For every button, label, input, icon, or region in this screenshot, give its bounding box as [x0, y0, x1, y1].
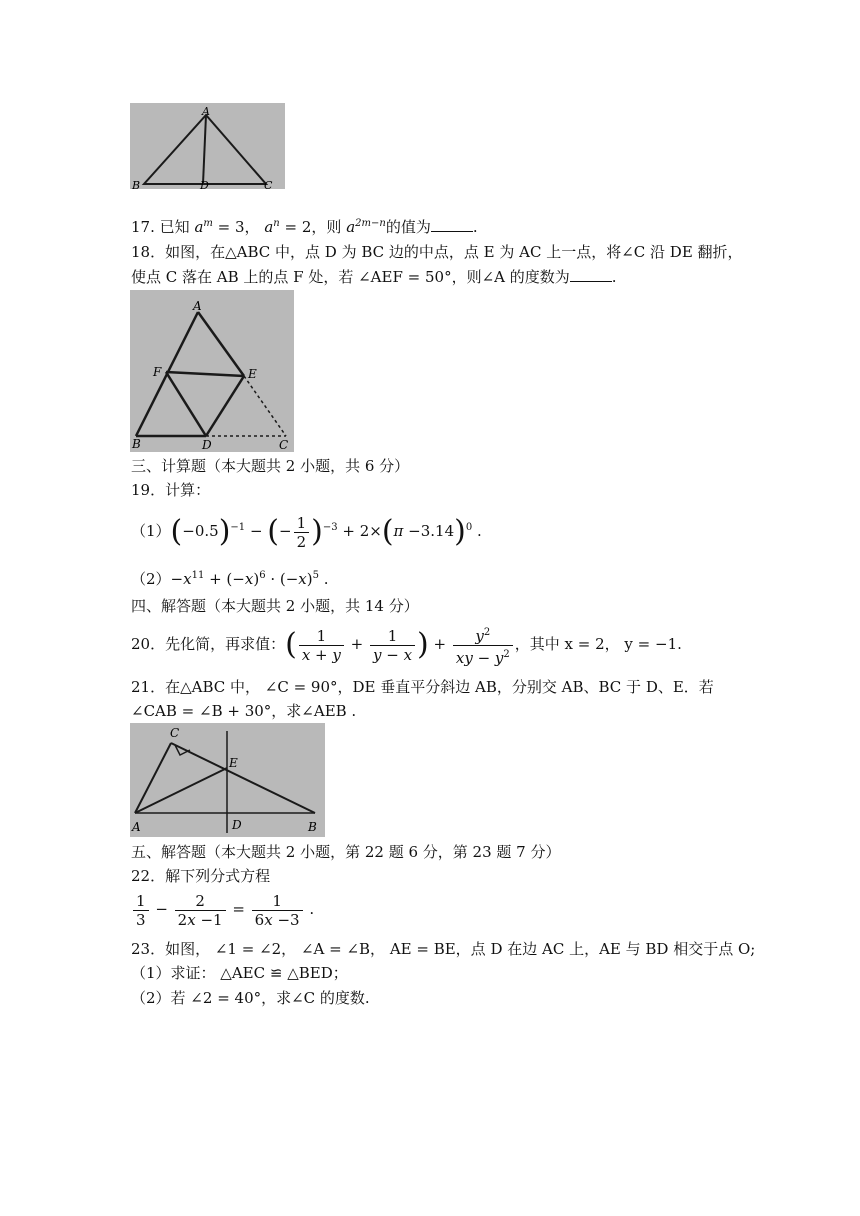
q17-end: .: [472, 218, 478, 236]
question-18-line2: [131, 267, 617, 287]
figure-3-svg: [130, 723, 325, 837]
q19-p2-label: （2）: [131, 570, 171, 588]
q20-prefix: 20．先化简，再求值：: [131, 635, 286, 653]
question-18-line1: 18．如图，在△ABC 中，点 D 为 BC 边的中点，点 E 为 AC 上一点，将∠C 沿 DE 翻折，: [131, 243, 743, 261]
q20-suffix: ，其中 x = 2， y = −1.: [514, 635, 682, 653]
figure-2-svg: [130, 290, 294, 452]
label-c: C: [279, 438, 289, 452]
label-b: B: [132, 179, 141, 189]
question-23-line1: 23．如图， ∠1 = ∠2， ∠A = ∠B， AE = BE，点 D 在边 AC 上，AE 与 BD 相交于点 O;: [131, 940, 756, 958]
q17-number: 17.: [131, 218, 155, 236]
figure-triangle-abc-altitude: [130, 103, 285, 189]
question-23-line2: （1）求证： △AEC ≌ △BED；: [131, 964, 348, 982]
label-a: A: [132, 820, 141, 834]
section-4-title: 四、解答题（本大题共 2 小题，共 14 分）: [131, 597, 419, 615]
figure-right-triangle-bisector: [130, 723, 325, 837]
question-20: 20．先化简，再求值：( $\frac{1}{x + y}$ + $\frac{1}{y - x}$ ) + $\frac{y^2}{xy - y^2}$ ，其中 x = 2， y = −1.: [131, 622, 682, 666]
figure-folded-triangle: [130, 290, 294, 452]
label-c: C: [170, 726, 180, 740]
label-a: A: [202, 105, 210, 118]
q17-then: ，则: [311, 218, 342, 236]
question-22-equation: $\frac{1}{3}$ − $\frac{2}{2x -1}$ = $\frac{1}{6x -3}$ .: [131, 888, 314, 930]
q17-value-of: 的值为: [385, 218, 431, 236]
label-f: F: [153, 365, 162, 379]
figure-1-svg: [130, 103, 285, 189]
label-a: A: [193, 299, 202, 313]
q17-answer-blank: [431, 219, 473, 232]
label-b: B: [132, 437, 141, 451]
label-c: C: [264, 179, 273, 189]
q17-comma: ，: [244, 218, 260, 236]
label-e: E: [248, 367, 257, 381]
q18-end: .: [611, 268, 617, 286]
question-22-title: 22．解下列分式方程: [131, 867, 271, 885]
label-d: D: [202, 438, 212, 452]
q19-p1-label: （1）: [131, 522, 171, 540]
section-5-title: 五、解答题（本大题共 2 小题，第 22 题 6 分，第 23 题 7 分）: [131, 843, 561, 861]
question-21-line2: ∠CAB = ∠B + 30°，求∠AEB .: [131, 702, 357, 720]
section-3-title: 三、计算题（本大题共 2 小题，共 6 分）: [131, 457, 410, 475]
question-19-part1: $(1)(-0.5)^{-1}$ − (− $\frac{1}{2}$ )$^{-3} + 2\times(\pi -3.14)^0$ .: [131, 513, 482, 551]
question-21-line1: 21．在△ABC 中， ∠C = 90°，DE 垂直平分斜边 AB，分别交 AB、BC 于 D、E．若: [131, 678, 714, 696]
label-d: D: [232, 818, 242, 832]
q17-text1: 已知: [159, 218, 190, 236]
q18-answer-blank: [570, 269, 612, 282]
question-17: 17. 已知 $a^m = 3$， $a^n = 2$，则 $a^{2m-n}$的值为 .: [131, 218, 478, 236]
label-b: B: [308, 820, 317, 834]
label-d: D: [200, 179, 209, 189]
q18-line2-text: 使点 C 落在 AB 上的点 F 处，若 ∠AEF = 50°，则∠A 的度数为: [131, 268, 570, 286]
label-e: E: [229, 756, 238, 770]
question-23-line3: （2）若 ∠2 = 40°，求∠C 的度数.: [131, 989, 370, 1007]
question-19-part2: $(2)-x^{11} + (-x)^6 \cdot (-x)^5$ .: [131, 570, 329, 588]
question-19-title: 19．计算：: [131, 481, 211, 499]
